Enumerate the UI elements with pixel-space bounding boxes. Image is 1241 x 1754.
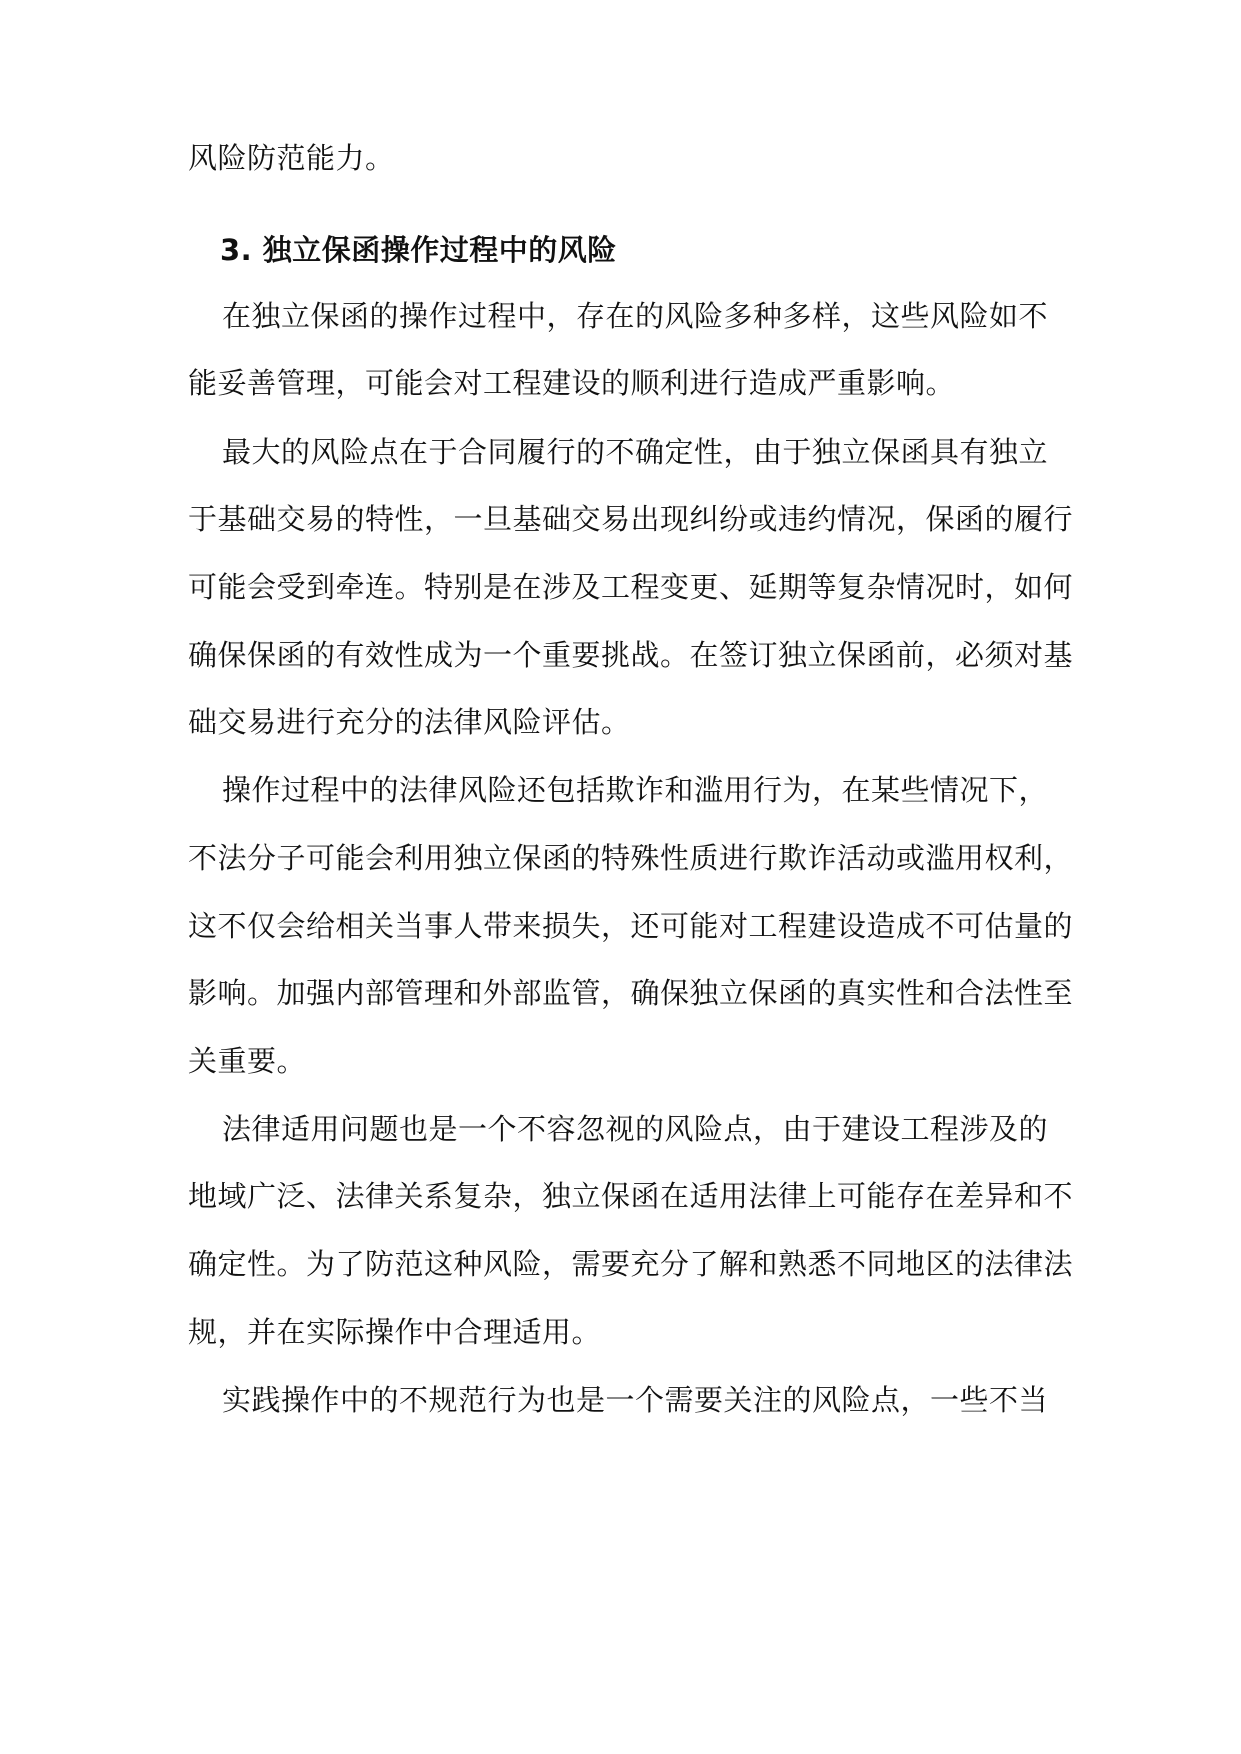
paragraph-line: 确定性。为了防范这种风险，需要充分了解和熟悉不同地区的法律法	[188, 1247, 1074, 1281]
paragraph-line: 风险防范能力。	[188, 141, 395, 175]
paragraph-line: 可能会受到牵连。特别是在涉及工程变更、延期等复杂情况时，如何	[188, 570, 1074, 604]
paragraph-line: 础交易进行充分的法律风险评估。	[188, 705, 631, 739]
paragraph-line: 能妥善管理，可能会对工程建设的顺利进行造成严重影响。	[188, 366, 956, 400]
paragraph-line: 法律适用问题也是一个不容忽视的风险点，由于建设工程涉及的	[222, 1112, 1049, 1146]
paragraph-line: 在独立保函的操作过程中，存在的风险多种多样，这些风险如不	[222, 299, 1049, 333]
paragraph-line: 最大的风险点在于合同履行的不确定性，由于独立保函具有独立	[222, 435, 1049, 469]
paragraph-line: 这不仅会给相关当事人带来损失，还可能对工程建设造成不可估量的	[188, 909, 1074, 943]
paragraph-line: 影响。加强内部管理和外部监管，确保独立保函的真实性和合法性至	[188, 976, 1074, 1010]
paragraph-line: 实践操作中的不规范行为也是一个需要关注的风险点，一些不当	[222, 1383, 1049, 1417]
paragraph-line: 地域广泛、法律关系复杂，独立保函在适用法律上可能存在差异和不	[188, 1179, 1074, 1213]
paragraph-line: 操作过程中的法律风险还包括欺诈和滥用行为，在某些情况下，	[222, 773, 1049, 807]
paragraph-line: 于基础交易的特性，一旦基础交易出现纠纷或违约情况，保函的履行	[188, 502, 1074, 536]
paragraph-line: 关重要。	[188, 1044, 307, 1078]
paragraph-line: 不法分子可能会利用独立保函的特殊性质进行欺诈活动或滥用权利，	[188, 841, 1074, 875]
paragraph-line: 确保保函的有效性成为一个重要挑战。在签订独立保函前，必须对基	[188, 638, 1074, 672]
paragraph-line: 规，并在实际操作中合理适用。	[188, 1315, 602, 1349]
section-heading: 3. 独立保函操作过程中的风险	[220, 233, 617, 267]
